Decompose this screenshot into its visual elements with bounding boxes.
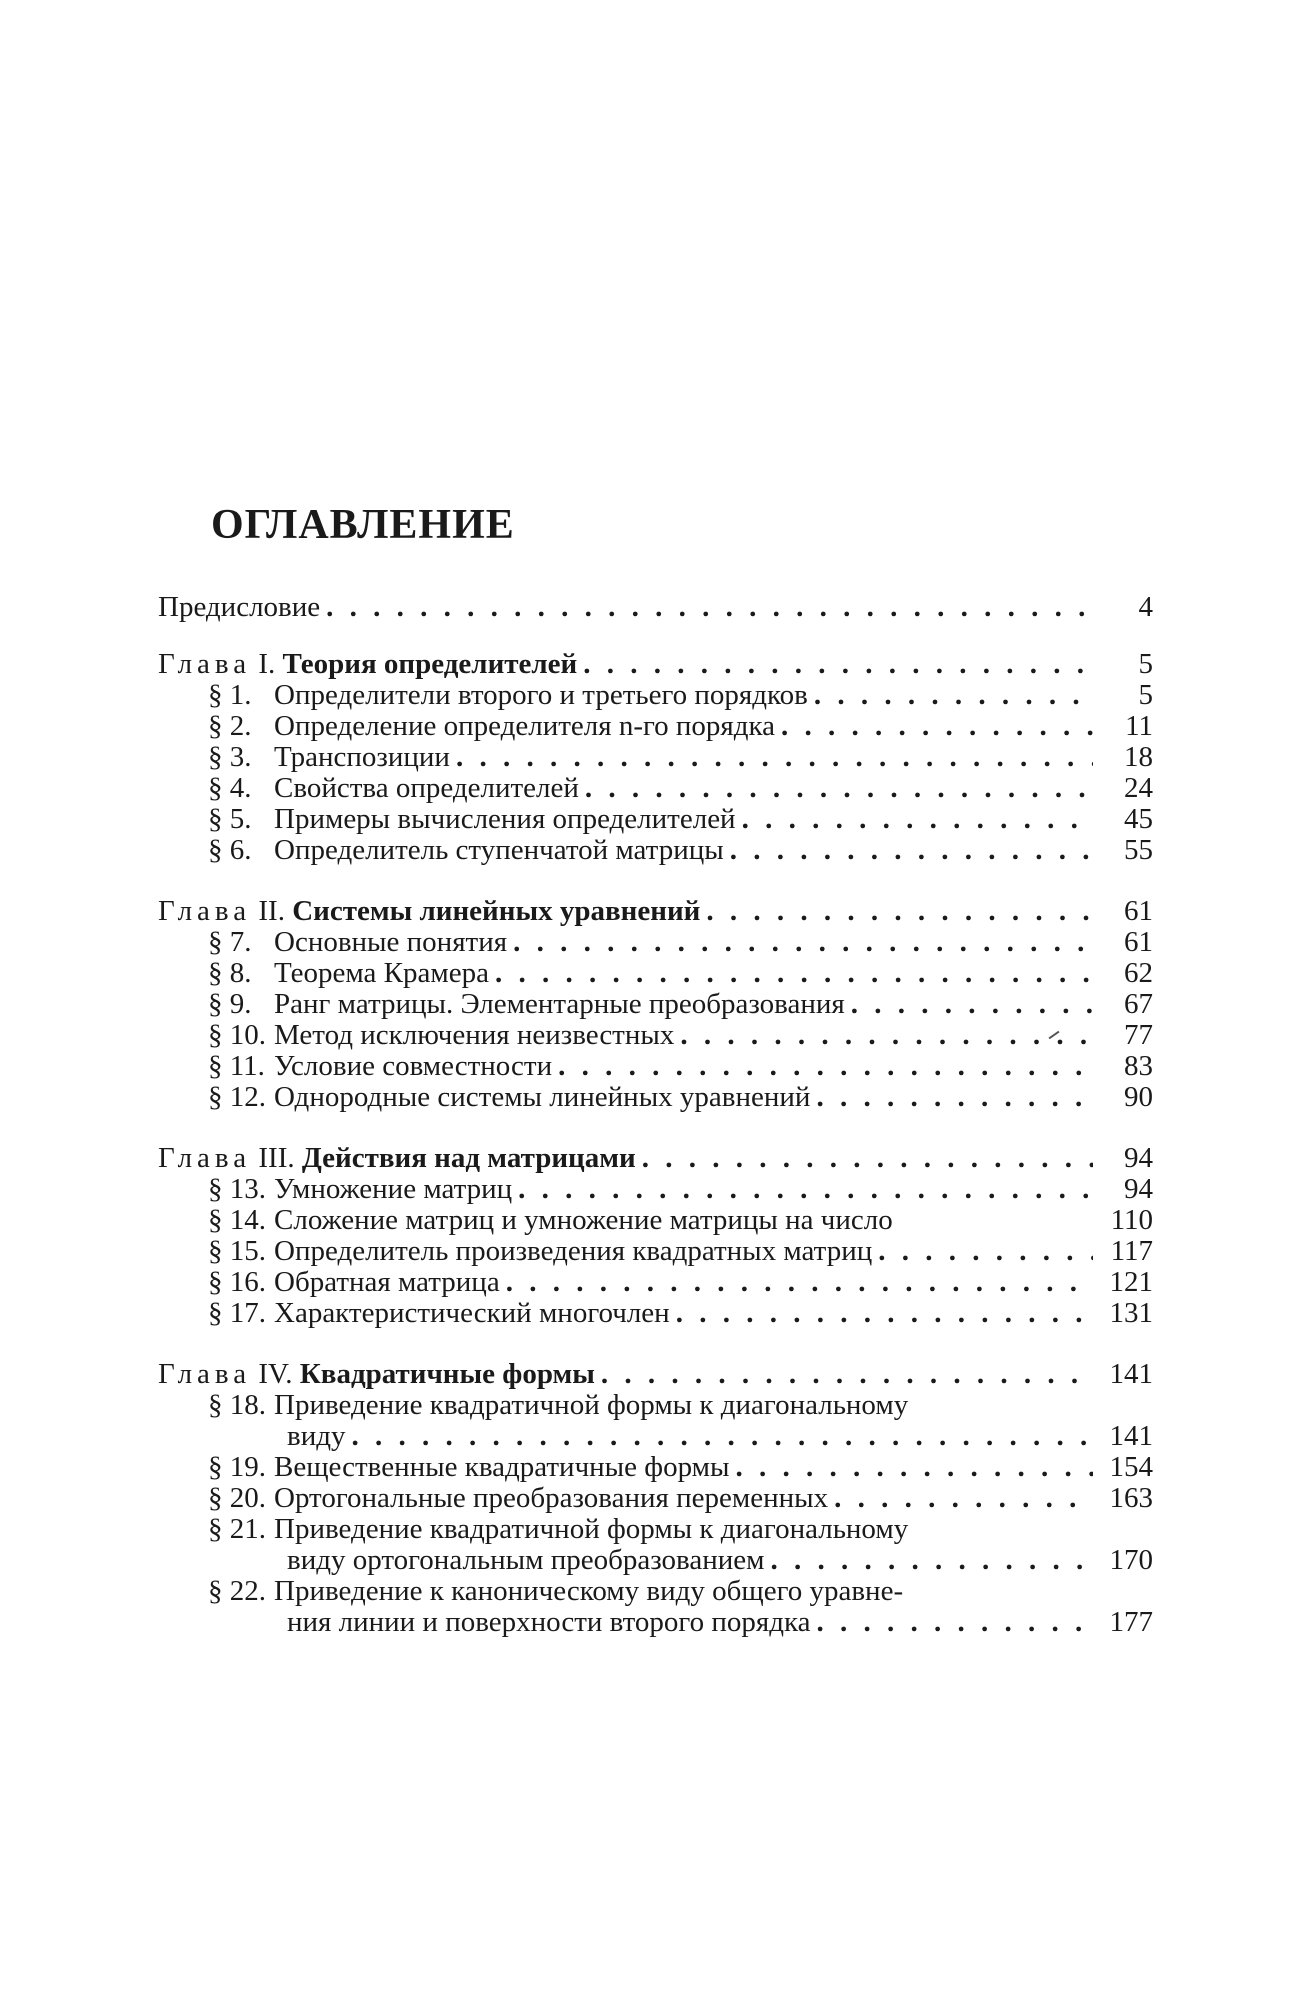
- spacer: [153, 1113, 1153, 1143]
- dot-leader: [577, 649, 1093, 680]
- page-number: 61: [1124, 895, 1153, 927]
- entry-label: Ранг матрицы. Элементарные преобразования: [274, 988, 845, 1020]
- toc-entry-section-22-line2[interactable]: [153, 1607, 1153, 1638]
- section-number: § 5.: [208, 803, 252, 835]
- section-number: § 1.: [208, 679, 252, 711]
- entry-label: Сложение матриц и умножение матрицы на число: [274, 1204, 893, 1236]
- section-number: § 8.: [208, 957, 252, 989]
- chapter-prefix: Глава: [158, 895, 252, 927]
- page-number: 110: [1110, 1204, 1153, 1236]
- dot-leader: [636, 1143, 1093, 1174]
- chapter-name: Системы линейных уравнений: [292, 895, 701, 927]
- toc-entry-section-1[interactable]: [153, 680, 1153, 711]
- page-number: 18: [1124, 741, 1153, 773]
- chapter-name: Теория определителей: [282, 648, 578, 680]
- page-number: 154: [1109, 1451, 1153, 1483]
- toc-entry-chapter-4[interactable]: [153, 1359, 1153, 1390]
- dot-leader: [670, 1298, 1093, 1329]
- entry-label-line1: Приведение квадратичной формы к диагональному: [274, 1513, 909, 1545]
- page-title: ОГЛАВЛЕНИЕ: [211, 502, 515, 548]
- dot-leader: [552, 1051, 1093, 1082]
- chapter-number: IV.: [258, 1358, 293, 1390]
- toc-entry-chapter-3[interactable]: [153, 1143, 1153, 1174]
- toc-entry-section-2[interactable]: [153, 711, 1153, 742]
- toc-entry-section-21-line1[interactable]: [153, 1514, 1153, 1545]
- entry-label: Примеры вычисления определителей: [274, 803, 736, 835]
- entry-label: Умножение матриц: [274, 1173, 513, 1205]
- entry-label: Однородные системы линейных уравнений: [274, 1081, 811, 1113]
- section-number: § 7.: [208, 926, 252, 958]
- entry-label: Определитель произведения квадратных матриц: [274, 1235, 873, 1267]
- spacer: [153, 866, 1153, 896]
- toc-entry-section-6[interactable]: [153, 835, 1153, 866]
- toc-list: [153, 592, 1153, 1638]
- toc-entry-section-9[interactable]: [153, 989, 1153, 1020]
- dot-leader: [845, 989, 1093, 1020]
- entry-label-line1: Приведение к каноническому виду общего уравне-: [274, 1575, 904, 1607]
- section-number: § 10.: [208, 1019, 266, 1051]
- toc-entry-section-14[interactable]: [153, 1205, 1153, 1236]
- toc-entry-preface[interactable]: [153, 592, 1153, 623]
- section-number: § 2.: [208, 710, 252, 742]
- toc-entry-section-19[interactable]: [153, 1452, 1153, 1483]
- dot-leader: [811, 1607, 1094, 1638]
- dot-leader: [775, 711, 1093, 742]
- spacer: [153, 1329, 1153, 1359]
- dot-leader: [700, 896, 1093, 927]
- chapter-prefix: Глава: [158, 1142, 252, 1174]
- page-number: 131: [1109, 1297, 1153, 1329]
- toc-entry-section-16[interactable]: [153, 1267, 1153, 1298]
- toc-entry-section-22-line1[interactable]: [153, 1576, 1153, 1607]
- toc-entry-section-4[interactable]: [153, 773, 1153, 804]
- toc-entry-section-15[interactable]: [153, 1236, 1153, 1267]
- entry-label: Определители второго и третьего порядков: [274, 679, 808, 711]
- entry-label: Обратная матрица: [274, 1266, 500, 1298]
- section-number: § 4.: [208, 772, 252, 804]
- page-number: 177: [1109, 1606, 1153, 1638]
- toc-entry-section-11[interactable]: [153, 1051, 1153, 1082]
- dot-leader: [724, 835, 1093, 866]
- toc-entry-section-3[interactable]: [153, 742, 1153, 773]
- page-number: 45: [1124, 803, 1153, 835]
- dot-leader: [808, 680, 1093, 711]
- section-number: § 18.: [208, 1389, 266, 1421]
- page-number: 121: [1109, 1266, 1153, 1298]
- toc-page: [153, 500, 1153, 1638]
- page-number: 90: [1124, 1081, 1153, 1113]
- dot-leader: [736, 804, 1093, 835]
- chapter-number: III.: [258, 1142, 295, 1174]
- entry-label: Условие совместности: [274, 1050, 553, 1082]
- toc-entry-section-21-line2[interactable]: [153, 1545, 1153, 1576]
- section-number: § 13.: [208, 1173, 266, 1205]
- dot-leader: [828, 1483, 1093, 1514]
- section-number: § 19.: [208, 1451, 266, 1483]
- page-number: 62: [1124, 957, 1153, 989]
- chapter-number: II.: [258, 895, 285, 927]
- section-number: § 17.: [208, 1297, 266, 1329]
- section-number: § 9.: [208, 988, 252, 1020]
- section-number: § 15.: [208, 1235, 266, 1267]
- chapter-name: Квадратичные формы: [299, 1358, 595, 1390]
- entry-label: Свойства определителей: [274, 772, 579, 804]
- dot-leader: [579, 773, 1093, 804]
- dot-leader: [674, 1020, 1093, 1051]
- dot-leader: [320, 592, 1093, 623]
- toc-entry-chapter-1[interactable]: [153, 649, 1153, 680]
- toc-entry-section-8[interactable]: [153, 958, 1153, 989]
- dot-leader: [765, 1545, 1094, 1576]
- page-number: 4: [1138, 591, 1153, 623]
- page-number: 11: [1125, 710, 1153, 742]
- page-number: 94: [1124, 1142, 1153, 1174]
- page-number: 141: [1109, 1358, 1153, 1390]
- page-number: 5: [1138, 648, 1153, 680]
- section-number: § 3.: [208, 741, 252, 773]
- toc-entry-section-18-line1[interactable]: [153, 1390, 1153, 1421]
- dot-leader: [810, 1082, 1093, 1113]
- dot-leader: [595, 1359, 1093, 1390]
- toc-entry-section-5[interactable]: [153, 804, 1153, 835]
- chapter-number: I.: [258, 648, 276, 680]
- dot-leader: [345, 1421, 1093, 1452]
- chapter-prefix: Глава: [158, 1358, 252, 1390]
- entry-label: ния линии и поверхности второго порядка: [287, 1606, 811, 1638]
- entry-label: Метод исключения неизвестных: [274, 1019, 675, 1051]
- dot-leader: [500, 1267, 1093, 1298]
- page-number: 24: [1124, 772, 1153, 804]
- dot-leader: [507, 927, 1093, 958]
- section-number: § 12.: [208, 1081, 266, 1113]
- toc-entry-section-17[interactable]: [153, 1298, 1153, 1329]
- section-number: § 16.: [208, 1266, 266, 1298]
- page-number: 163: [1109, 1482, 1153, 1514]
- section-number: § 11.: [208, 1050, 265, 1082]
- toc-entry-section-18-line2[interactable]: [153, 1421, 1153, 1452]
- page-number: 55: [1124, 834, 1153, 866]
- page-number: 170: [1109, 1544, 1153, 1576]
- dot-leader: [450, 742, 1093, 773]
- entry-label: виду ортогональным преобразованием: [287, 1544, 765, 1576]
- page-number: 5: [1138, 679, 1153, 711]
- entry-label: Определение определителя n-го порядка: [274, 710, 776, 742]
- toc-entry-section-12[interactable]: [153, 1082, 1153, 1113]
- page-number: 117: [1110, 1235, 1153, 1267]
- section-number: § 22.: [208, 1575, 266, 1607]
- section-number: § 20.: [208, 1482, 266, 1514]
- page-number: 77: [1124, 1019, 1153, 1051]
- section-number: § 14.: [208, 1204, 266, 1236]
- entry-label: Транспозиции: [274, 741, 450, 773]
- toc-entry-section-7[interactable]: [153, 927, 1153, 958]
- entry-label: Основные понятия: [274, 926, 508, 958]
- toc-entry-chapter-2[interactable]: [153, 896, 1153, 927]
- entry-label: Предисловие: [158, 591, 321, 623]
- entry-label: Ортогональные преобразования переменных: [274, 1482, 829, 1514]
- entry-label: Вещественные квадратичные формы: [274, 1451, 730, 1483]
- dot-leader: [512, 1174, 1093, 1205]
- entry-label-line1: Приведение квадратичной формы к диагональному: [274, 1389, 909, 1421]
- toc-entry-section-13[interactable]: [153, 1174, 1153, 1205]
- section-number: § 21.: [208, 1513, 266, 1545]
- page-number: 141: [1109, 1420, 1153, 1452]
- entry-label: виду: [287, 1420, 346, 1452]
- dot-leader: [872, 1236, 1093, 1267]
- toc-entry-section-20[interactable]: [153, 1483, 1153, 1514]
- entry-label: Характеристический многочлен: [274, 1297, 670, 1329]
- page-number: 83: [1124, 1050, 1153, 1082]
- entry-label: Теорема Крамера: [274, 957, 489, 989]
- page-number: 67: [1124, 988, 1153, 1020]
- section-number: § 6.: [208, 834, 252, 866]
- dot-leader: [489, 958, 1093, 989]
- chapter-name: Действия над матрицами: [301, 1142, 636, 1174]
- page-number: 61: [1124, 926, 1153, 958]
- entry-label: Определитель ступенчатой матрицы: [274, 834, 724, 866]
- toc-entry-section-10[interactable]: [153, 1020, 1153, 1051]
- page-number: 94: [1124, 1173, 1153, 1205]
- chapter-prefix: Глава: [158, 648, 252, 680]
- dot-leader: [729, 1452, 1093, 1483]
